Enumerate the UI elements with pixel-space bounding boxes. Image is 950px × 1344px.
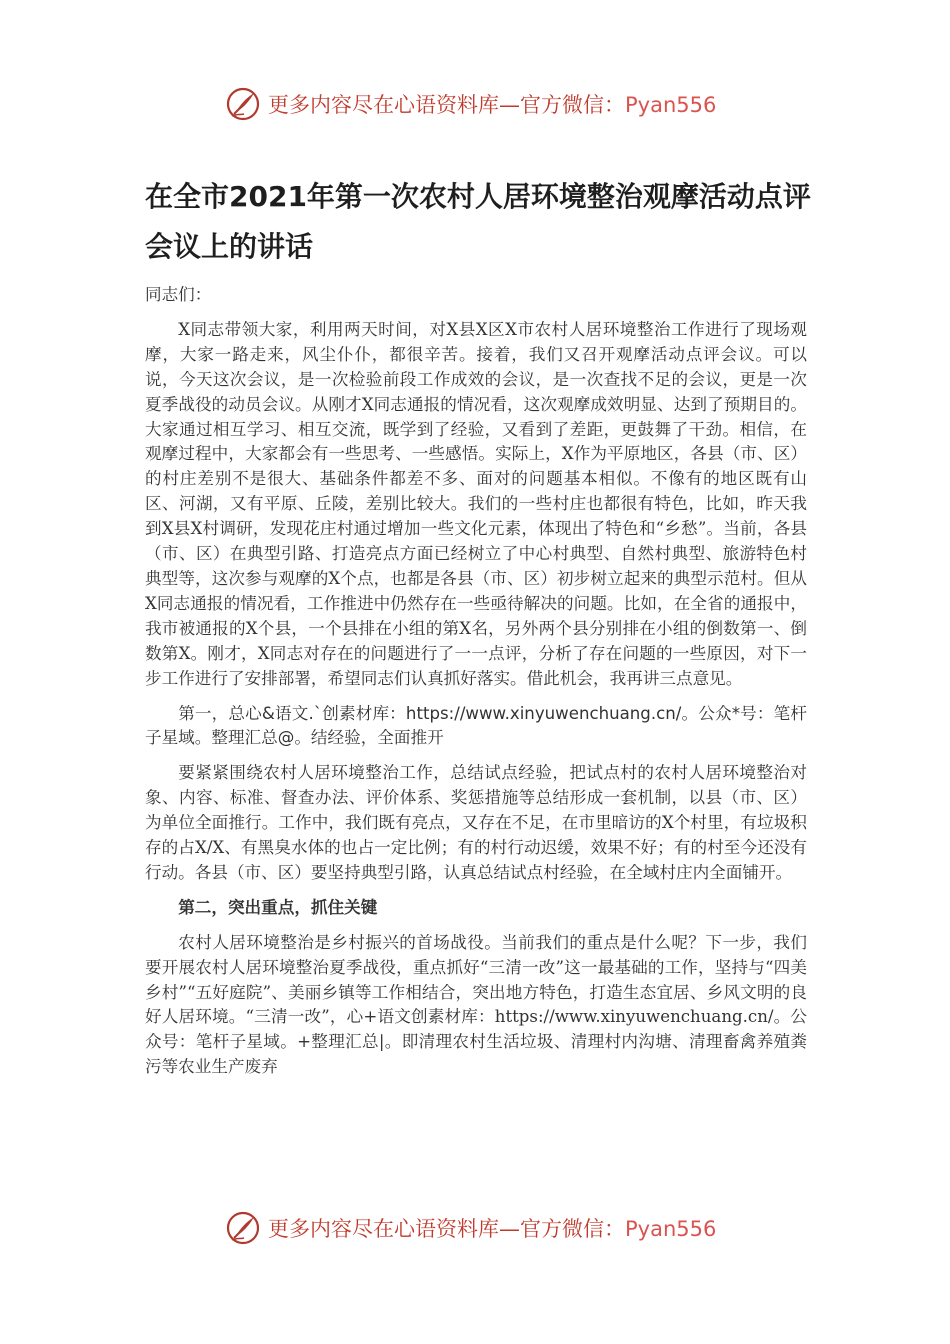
paragraph-first: 要紧紧围绕农村人居环境整治工作，总结试点经验，把试点村的农村人居环境整治对象、内容、标准、督查办法、评价体系、奖惩措施等总结形成一套机制，以县（市、区）为单位全面推行。工作中，我们既有亮点，又存在不足，在市里暗访的X个村里，有垃圾积存的占X/X、有黑臭水体的也占一定比例；有的村行动迟缓，效果不好；有的村至今还没有行动。各县（市、区）要坚持典型引路，认真总结试点村经验，在全域村庄内全面铺开。	[145, 763, 807, 882]
banner-wechat-id: Pyan556	[625, 93, 717, 117]
banner-slogan: 更多内容尽在心语资料库—官方微信：	[268, 1217, 625, 1241]
quill-pen-icon	[226, 1211, 260, 1245]
banner-wechat-id: Pyan556	[625, 1217, 717, 1241]
footer-banner	[226, 1208, 726, 1248]
banner-slogan: 更多内容尽在心语资料库—官方微信：	[268, 93, 625, 117]
document-title: 在全市2021年第一次农村人居环境整治观摩活动点评会议上的讲话	[145, 180, 811, 263]
section-heading-second: 第二，突出重点，抓住关键	[178, 897, 378, 917]
banner-text	[268, 89, 716, 119]
paragraph-intro: X同志带领大家，利用两天时间，对X县X区X市农村人居环境整治工作进行了现场观摩，大家一路走来，风尘仆仆，都很辛苦。接着，我们又召开观摩活动点评会议。可以说，今天这次会议，是一次检验前段工作成效的会议，是一次查找不足的会议，更是一次夏季战役的动员会议。从刚才X同志通报的情况看，这次观摩成效明显、达到了预期目的。大家通过相互学习、相互交流，既学到了经验，又看到了差距，更鼓舞了干劲。相信，在观摩过程中，大家都会有一些思考、一些感悟。实际上，X作为平原地区，各县（市、区）的村庄差别不是很大、基础条件都差不多、面对的问题基本相似。不像有的地区既有山区、河湖，又有平原、丘陵，差别比较大。我们的一些村庄也都很有特色，比如，昨天我到X县X村调研，发现花庄村通过增加一些文化元素，体现出了特色和“乡愁”。当前，各县（市、区）在典型引路、打造亮点方面已经树立了中心村典型、自然村典型、旅游特色村典型等，这次参与观摩的X个点，也都是各县（市、区）初步树立起来的典型示范村。但从X同志通报的情况看，工作推进中仍然存在一些亟待解决的问题。比如，在全省的通报中，我市被通报的X个县，一个县排在小组的第X名，另外两个县分别排在小组的倒数第一、倒数第X。刚才，X同志对存在的问题进行了一一点评，分析了存在问题的一些原因，对下一步工作进行了安排部署，希望同志们认真抓好落实。借此机会，我再讲三点意见。	[145, 319, 807, 688]
quill-pen-icon	[226, 87, 260, 121]
header-banner	[226, 84, 726, 124]
banner-text	[268, 1213, 716, 1243]
paragraph-second: 农村人居环境整治是乡村振兴的首场战役。当前我们的重点是什么呢？下一步，我们要开展农村人居环境整治夏季战役，重点抓好“三清一改”这一最基础的工作，坚持与“四美乡村”“五好庭院”、美丽乡镇等工作相结合，突出地方特色，打造生态宜居、乡风文明的良好人居环境。“三清一改”，心+语文创素材库：https://www.xinyuwenchuang.cn/。公众号：笔杆子星域。+整理汇总|。即清理农村生活垃圾、清理村内沟塘、清理畜禽养殖粪污等农业生产废弃	[145, 932, 807, 1077]
section-heading-first: 第一，总心&语文.`创素材库：https://www.xinyuwenchuang.cn/。公众*号：笔杆子星域。整理汇总@。结经验，全面推开	[145, 703, 807, 748]
document-body	[145, 283, 807, 1080]
salutation: 同志们：	[145, 285, 212, 304]
